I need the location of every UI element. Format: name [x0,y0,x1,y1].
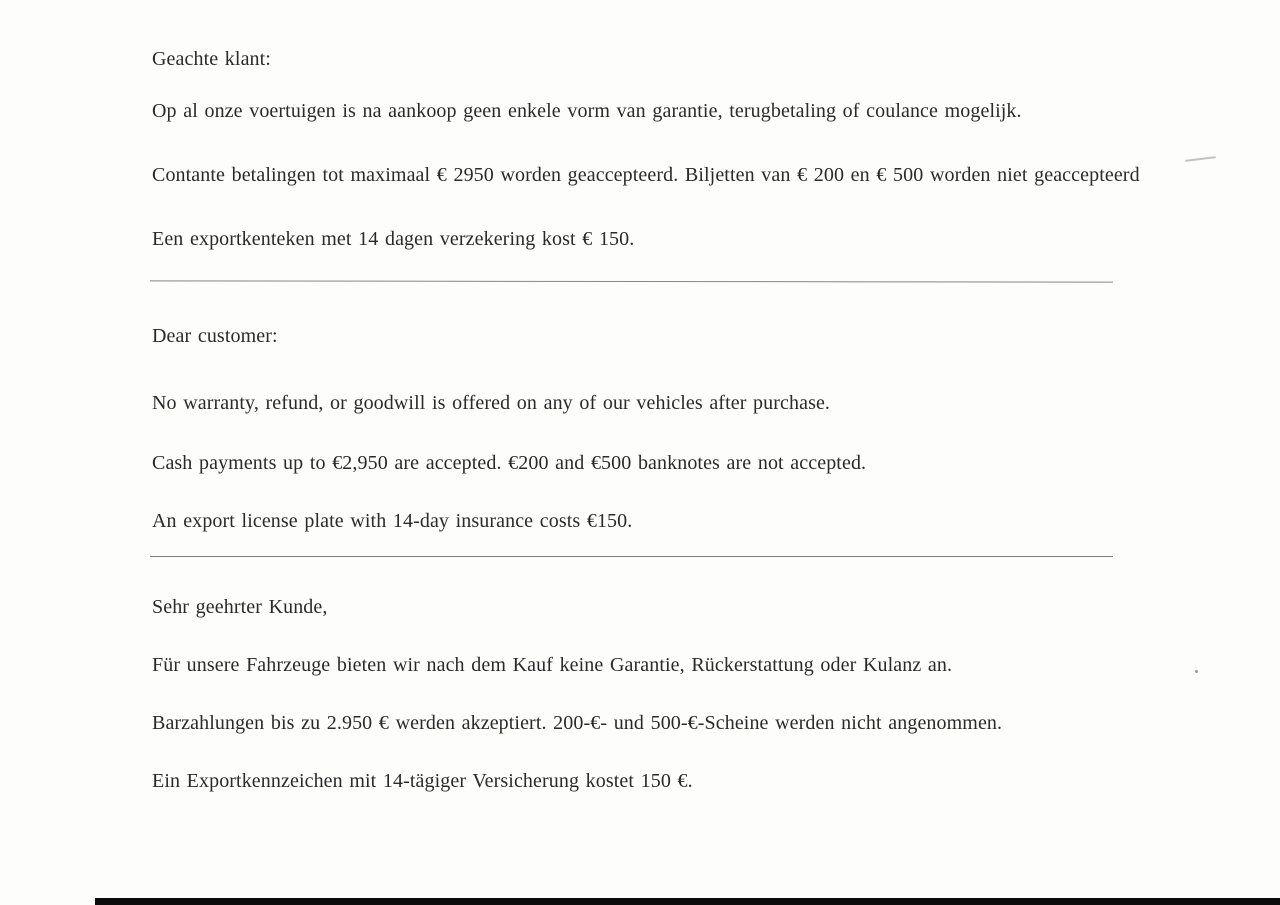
paragraph-dutch-cash: Contante betalingen tot maximaal € 2950 worden geaccepteerd. Biljetten van € 200 en € 500 worden niet geaccepteerd [152,164,1140,186]
paragraph-dutch-warranty: Op al onze voertuigen is na aankoop geen enkele vorm van garantie, terugbetaling of coulance mogelijk. [152,100,1022,122]
paragraph-english-warranty: No warranty, refund, or goodwill is offered on any of our vehicles after purchase. [152,392,831,414]
paragraph-german-warranty: Für unsere Fahrzeuge bieten wir nach dem Kauf keine Garantie, Rückerstattung oder Kulanz an. [152,654,953,676]
paragraph-english-export-plate: An export license plate with 14-day insurance costs €150. [152,510,633,532]
paragraph-english-cash: Cash payments up to €2,950 are accepted. €200 and €500 banknotes are not accepted. [152,452,867,474]
greeting-dutch: Geachte klant: [152,48,271,70]
paragraph-german-export-plate: Ein Exportkennzeichen mit 14-tägiger Versicherung kostet 150 €. [152,770,693,792]
paragraph-german-cash: Barzahlungen bis zu 2.950 € werden akzeptiert. 200-€- und 500-€-Scheine werden nicht angenommen. [152,712,1003,734]
section-divider [150,556,1113,557]
section-dutch [152,46,1240,252]
section-english [152,323,1240,534]
scan-edge-bar [95,898,1280,905]
scan-artifact-dot [1195,670,1198,673]
paragraph-dutch-export-plate: Een exportkenteken met 14 dagen verzekering kost € 150. [152,228,635,250]
section-german [152,594,1240,794]
greeting-english: Dear customer: [152,325,278,347]
greeting-german: Sehr geehrter Kunde, [152,596,328,618]
section-divider [150,280,1113,282]
